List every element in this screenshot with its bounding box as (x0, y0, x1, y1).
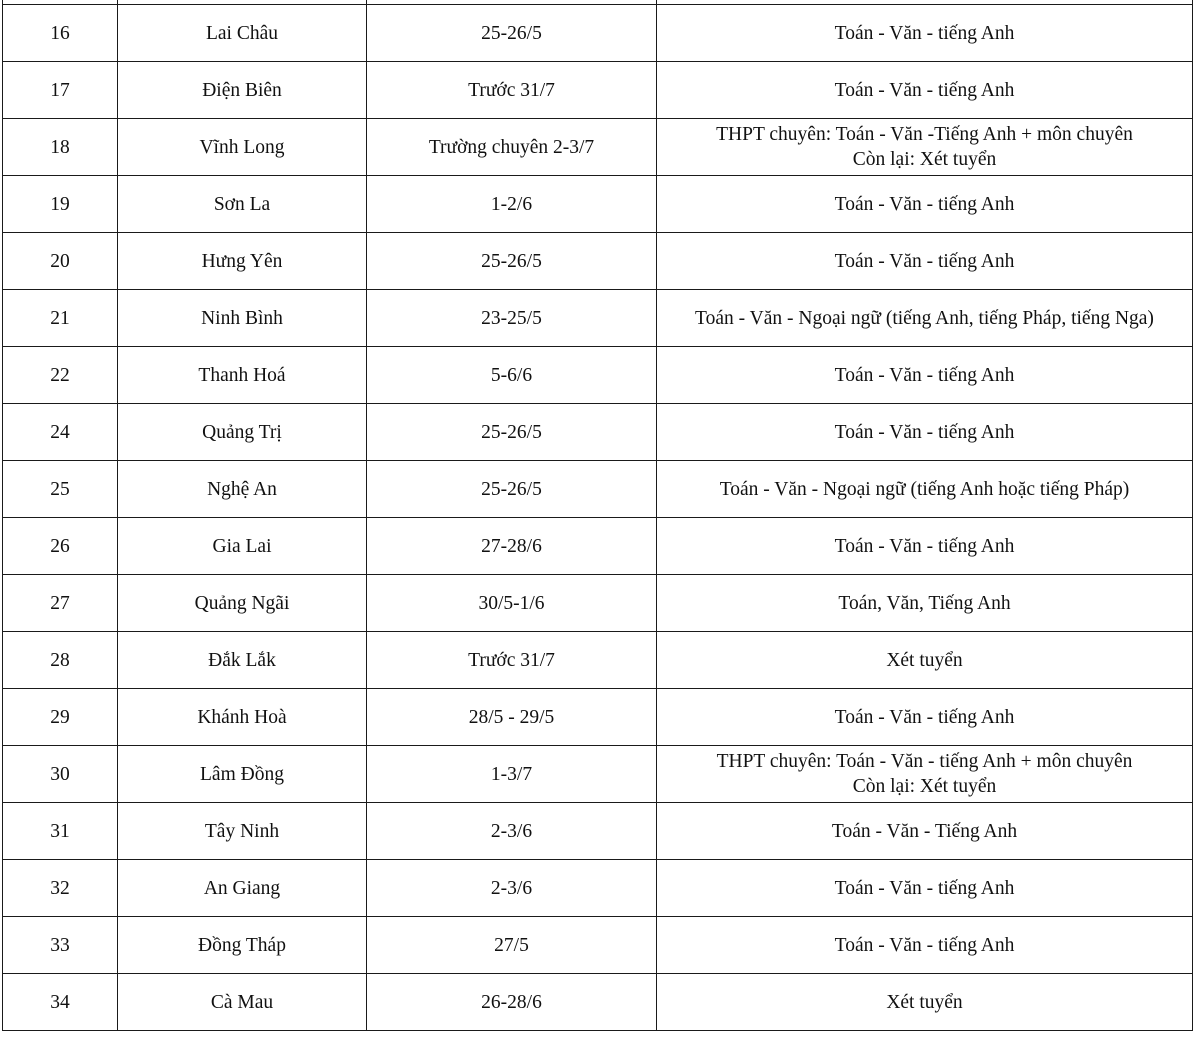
row-number-cell: 17 (3, 62, 118, 119)
exam-subjects-cell (657, 974, 1193, 1031)
exam-subjects-cell (657, 461, 1193, 518)
table-row (3, 347, 1193, 404)
exam-date-cell: 25-26/5 (367, 404, 657, 461)
subject-line: Toán - Văn - tiếng Anh (834, 22, 1015, 44)
exam-date-cell: Trước 31/7 (367, 62, 657, 119)
subject-line: Toán - Văn - tiếng Anh (834, 364, 1015, 386)
table-row (3, 404, 1193, 461)
row-number-cell: 20 (3, 233, 118, 290)
row-number-cell: 21 (3, 290, 118, 347)
row-number-cell: 29 (3, 689, 118, 746)
row-number-cell: 16 (3, 5, 118, 62)
table-row (3, 461, 1193, 518)
exam-subjects-cell (657, 62, 1193, 119)
subject-line: Còn lại: Xét tuyển (852, 776, 997, 797)
exam-subjects-cell (657, 803, 1193, 860)
exam-date-cell: 2-3/6 (367, 860, 657, 917)
subject-line: Toán - Văn - tiếng Anh (834, 79, 1015, 101)
province-cell: Quảng Ngãi (118, 575, 367, 632)
table-row (3, 746, 1193, 803)
row-number-cell: 31 (3, 803, 118, 860)
table-row (3, 233, 1193, 290)
exam-date-cell: 30/5-1/6 (367, 575, 657, 632)
subject-line: Toán - Văn - tiếng Anh (834, 706, 1015, 728)
subject-line: Xét tuyển (886, 649, 963, 671)
subject-line: Còn lại: Xét tuyển (852, 149, 997, 170)
exam-subjects-cell (657, 176, 1193, 233)
exam-schedule-table (2, 0, 1193, 1031)
subject-line: Toán - Văn - Ngoại ngữ (tiếng Anh, tiếng Pháp, tiếng Nga) (695, 307, 1154, 329)
row-number-cell: 30 (3, 746, 118, 803)
province-cell: Lai Châu (118, 5, 367, 62)
table-row (3, 575, 1193, 632)
row-number-cell: 26 (3, 518, 118, 575)
province-cell: Đồng Tháp (118, 917, 367, 974)
row-number-cell: 25 (3, 461, 118, 518)
subject-line: THPT chuyên: Toán - Văn - tiếng Anh + môn chuyên (716, 751, 1133, 772)
exam-subjects-cell (657, 290, 1193, 347)
subject-line: Toán - Văn - tiếng Anh (834, 934, 1015, 956)
table-row (3, 860, 1193, 917)
province-cell: Gia Lai (118, 518, 367, 575)
row-number-cell: 32 (3, 860, 118, 917)
exam-date-cell: 27/5 (367, 917, 657, 974)
exam-date-cell: 1-3/7 (367, 746, 657, 803)
row-number-cell: 33 (3, 917, 118, 974)
province-cell: Ninh Bình (118, 290, 367, 347)
exam-date-cell: 26-28/6 (367, 974, 657, 1031)
exam-date-cell: 28/5 - 29/5 (367, 689, 657, 746)
exam-date-cell: 25-26/5 (367, 5, 657, 62)
table-row (3, 632, 1193, 689)
province-cell: Quảng Trị (118, 404, 367, 461)
exam-subjects-cell (657, 575, 1193, 632)
exam-subjects-cell (657, 746, 1193, 803)
table-row (3, 5, 1193, 62)
subject-line: THPT chuyên: Toán - Văn -Tiếng Anh + môn chuyên (716, 124, 1133, 145)
row-number-cell: 28 (3, 632, 118, 689)
exam-date-cell: Trước 31/7 (367, 632, 657, 689)
exam-date-cell: 2-3/6 (367, 803, 657, 860)
row-number-cell: 24 (3, 404, 118, 461)
province-cell: Vĩnh Long (118, 119, 367, 176)
table-row (3, 689, 1193, 746)
row-number-cell: 27 (3, 575, 118, 632)
province-cell: Sơn La (118, 176, 367, 233)
exam-date-cell: Trường chuyên 2-3/7 (367, 119, 657, 176)
row-number-cell: 19 (3, 176, 118, 233)
province-cell: Lâm Đồng (118, 746, 367, 803)
subject-line: Toán - Văn - Tiếng Anh (831, 820, 1018, 842)
table-row (3, 917, 1193, 974)
exam-subjects-cell (657, 119, 1193, 176)
row-number-cell: 18 (3, 119, 118, 176)
table-row (3, 803, 1193, 860)
exam-subjects-cell (657, 632, 1193, 689)
subject-line: Toán - Văn - tiếng Anh (834, 421, 1015, 443)
exam-subjects-cell (657, 860, 1193, 917)
exam-subjects-cell (657, 689, 1193, 746)
subject-line: Xét tuyển (886, 991, 963, 1013)
province-cell: Thanh Hoá (118, 347, 367, 404)
table-row (3, 62, 1193, 119)
exam-date-cell: 1-2/6 (367, 176, 657, 233)
exam-subjects-cell (657, 233, 1193, 290)
exam-subjects-cell (657, 404, 1193, 461)
province-cell: Đắk Lắk (118, 632, 367, 689)
subject-line: Toán - Văn - tiếng Anh (834, 535, 1015, 557)
exam-date-cell: 25-26/5 (367, 461, 657, 518)
row-number-cell: 34 (3, 974, 118, 1031)
subject-line: Toán - Văn - tiếng Anh (834, 877, 1015, 899)
table-row (3, 974, 1193, 1031)
exam-date-cell: 27-28/6 (367, 518, 657, 575)
province-cell: Khánh Hoà (118, 689, 367, 746)
subject-line: Toán - Văn - tiếng Anh (834, 250, 1015, 272)
province-cell: Nghệ An (118, 461, 367, 518)
row-number-cell: 22 (3, 347, 118, 404)
exam-subjects-cell (657, 5, 1193, 62)
province-cell: Điện Biên (118, 62, 367, 119)
province-cell: An Giang (118, 860, 367, 917)
exam-date-cell: 25-26/5 (367, 233, 657, 290)
subject-line: Toán, Văn, Tiếng Anh (838, 592, 1011, 614)
exam-subjects-cell (657, 917, 1193, 974)
subject-line: Toán - Văn - tiếng Anh (834, 193, 1015, 215)
subject-line: Toán - Văn - Ngoại ngữ (tiếng Anh hoặc tiếng Pháp) (719, 478, 1130, 500)
exam-date-cell: 23-25/5 (367, 290, 657, 347)
exam-date-cell: 5-6/6 (367, 347, 657, 404)
table-row (3, 119, 1193, 176)
table-row (3, 176, 1193, 233)
table-body (3, 0, 1193, 1031)
exam-subjects-cell (657, 518, 1193, 575)
table-row (3, 518, 1193, 575)
province-cell: Hưng Yên (118, 233, 367, 290)
table-row (3, 290, 1193, 347)
exam-subjects-cell (657, 347, 1193, 404)
province-cell: Tây Ninh (118, 803, 367, 860)
province-cell: Cà Mau (118, 974, 367, 1031)
